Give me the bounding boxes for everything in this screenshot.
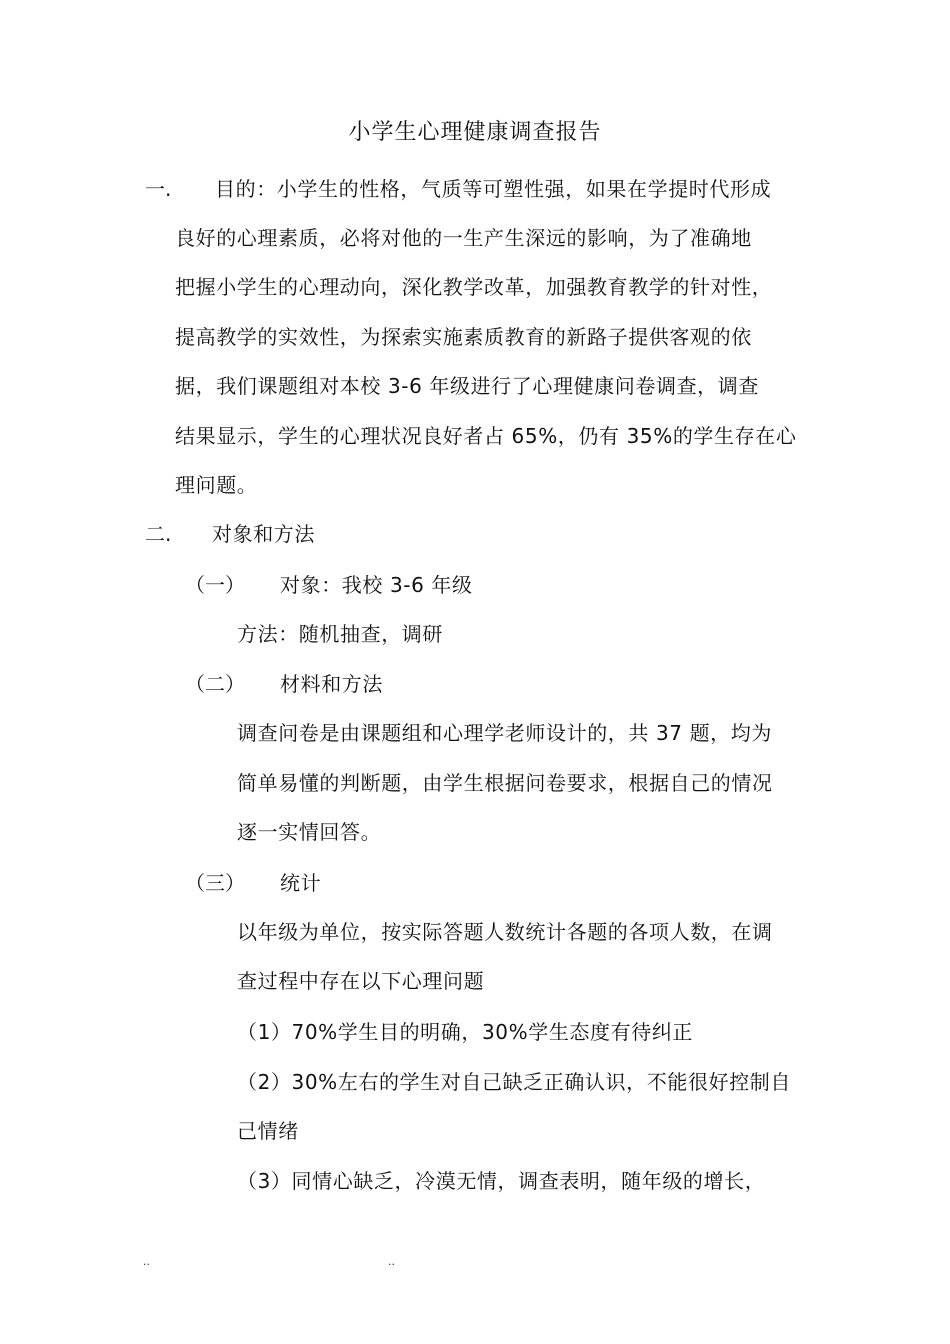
sub3-item: （1）70%学生目的明确，30%学生态度有待纠正 xyxy=(237,1020,694,1044)
sub3-line: 以年级为单位，按实际答题人数统计各题的各项人数，在调 xyxy=(237,920,773,944)
sub1-marker: （一） xyxy=(185,573,245,597)
sub3-item: 己情绪 xyxy=(237,1119,299,1143)
sub3-marker: （三） xyxy=(185,871,245,895)
section1-line: 理问题。 xyxy=(175,473,258,497)
sub2-line: 调查问卷是由课题组和心理学老师设计的，共 37 题，均为 xyxy=(237,721,772,745)
section2-heading: 对象和方法 xyxy=(212,522,315,546)
section2-marker: 二. xyxy=(145,522,172,546)
section1-line: 目的：小学生的性格，气质等可塑性强，如果在学提时代形成 xyxy=(215,177,772,201)
sub3-item: （3）同情心缺乏，冷漠无情，调查表明，随年级的增长， xyxy=(237,1169,766,1193)
section1-line: 提高教学的实效性，为探索实施素质教育的新路子提供客观的依 xyxy=(175,325,752,349)
sub2-marker: （二） xyxy=(185,672,245,696)
sub2-line: 逐一实情回答。 xyxy=(237,820,382,844)
sub2-line: 简单易懂的判断题，由学生根据问卷要求，根据自己的情况 xyxy=(237,771,773,795)
footer-right-mark: .. xyxy=(388,1255,395,1268)
section1-line: 据，我们课题组对本校 3-6 年级进行了心理健康问卷调查，调查 xyxy=(175,374,759,398)
sub1-line: 方法：随机抽查，调研 xyxy=(237,622,443,646)
section1-marker: 一. xyxy=(145,177,172,201)
section1-line: 把握小学生的心理动向，深化教学改革，加强教育教学的针对性， xyxy=(175,275,773,299)
sub3-item: （2）30%左右的学生对自己缺乏正确认识，不能很好控制自 xyxy=(237,1070,791,1094)
sub3-heading: 统计 xyxy=(280,871,322,895)
section1-line: 结果显示，学生的心理状况良好者占 65%，仍有 35%的学生存在心 xyxy=(175,424,797,448)
sub2-heading: 材料和方法 xyxy=(280,672,383,696)
sub1-heading: 对象：我校 3-6 年级 xyxy=(280,573,473,597)
sub3-line: 查过程中存在以下心理问题 xyxy=(237,969,485,993)
section1-line: 良好的心理素质，必将对他的一生产生深远的影响，为了准确地 xyxy=(175,226,752,250)
document-title: 小学生心理健康调查报告 xyxy=(348,120,602,145)
footer-left-mark: .. xyxy=(143,1255,150,1268)
